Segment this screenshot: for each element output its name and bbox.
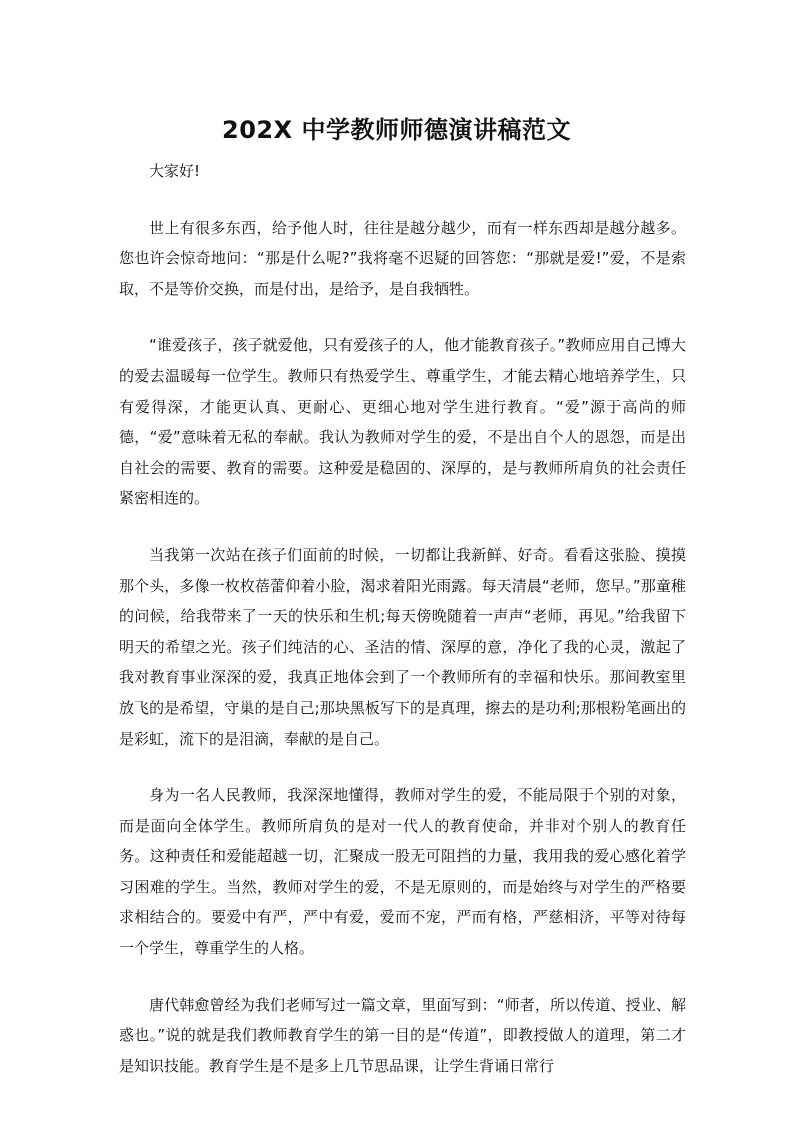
paragraph-3: 当我第一次站在孩子们面前的时候，一切都让我新鲜、好奇。看看这张脸、摸摸那个头，多像一枚枚蓓蕾仰着小脸，渴求着阳光雨露。每天清晨“老师，您早。”那童稚的问候，给我带来了一天的快乐和生机;每天傍晚随着一声声“老师，再见。”给我留下明天的希望之光。孩子们纯洁的心、圣洁的情、深厚的意，净化了我的心灵，激起了我对教育事业深深的爱，我真正地体会到了一个教师所有的幸福和快乐。那间教室里放飞的是希望，守巢的是自己;那块黑板写下的是真理，擦去的是功利;那根粉笔画出的是彩虹，流下的是泪滴，奉献的是自己。 (119, 545, 686, 748)
paragraph-5: 唐代韩愈曾经为我们老师写过一篇文章，里面写到：“师者，所以传道、授业、解惑也。”说的就是我们教师教育学生的第一目的是“传道”，即教授做人的道理，第二才是知识技能。教育学生是不是多上几节思品课，让学生背诵日常行 (119, 995, 686, 1075)
paragraph-4: 身为一名人民教师，我深深地懂得，教师对学生的爱，不能局限于个别的对象，而是面向全体学生。教师所肩负的是对一代人的教育使命，并非对个别人的教育任务。这种责任和爱能超越一切，汇聚成一股无可阻挡的力量，我用我的爱心感化着学习困难的学生。当然，教师对学生的爱，不是无原则的，而是始终与对学生的严格要求相结合的。要爱中有严，严中有爱，爱而不宠，严而有格，严慈相济，平等对待每一个学生，尊重学生的人格。 (119, 786, 686, 958)
greeting: 大家好! (149, 162, 201, 180)
paragraph-2: “谁爱孩子，孩子就爱他，只有爱孩子的人，他才能教育孩子。”教师应用自己博大的爱去温暖每一位学生。教师只有热爱学生、尊重学生，才能去精心地培养学生，只有爱得深，才能更认真、更耐心、更细心地对学生进行教育。“爱”源于高尚的师德，“爱”意味着无私的奉献。我认为教师对学生的爱，不是出自个人的恩怨，而是出自社会的需要、教育的需要。这种爱是稳固的、深厚的，是与教师所肩负的社会责任紧密相连的。 (119, 336, 686, 508)
document-title: 202X 中学教师师德演讲稿范文 (222, 116, 571, 144)
paragraph-1: 世上有很多东西，给予他人时，往往是越分越少，而有一样东西却是越分越多。您也许会惊奇地问：“那是什么呢?”我将毫不迟疑的回答您：“那就是爱!”爱，不是索取，不是等价交换，而是付出，是给予，是自我牺牲。 (119, 218, 686, 298)
document-body (119, 156, 686, 1107)
